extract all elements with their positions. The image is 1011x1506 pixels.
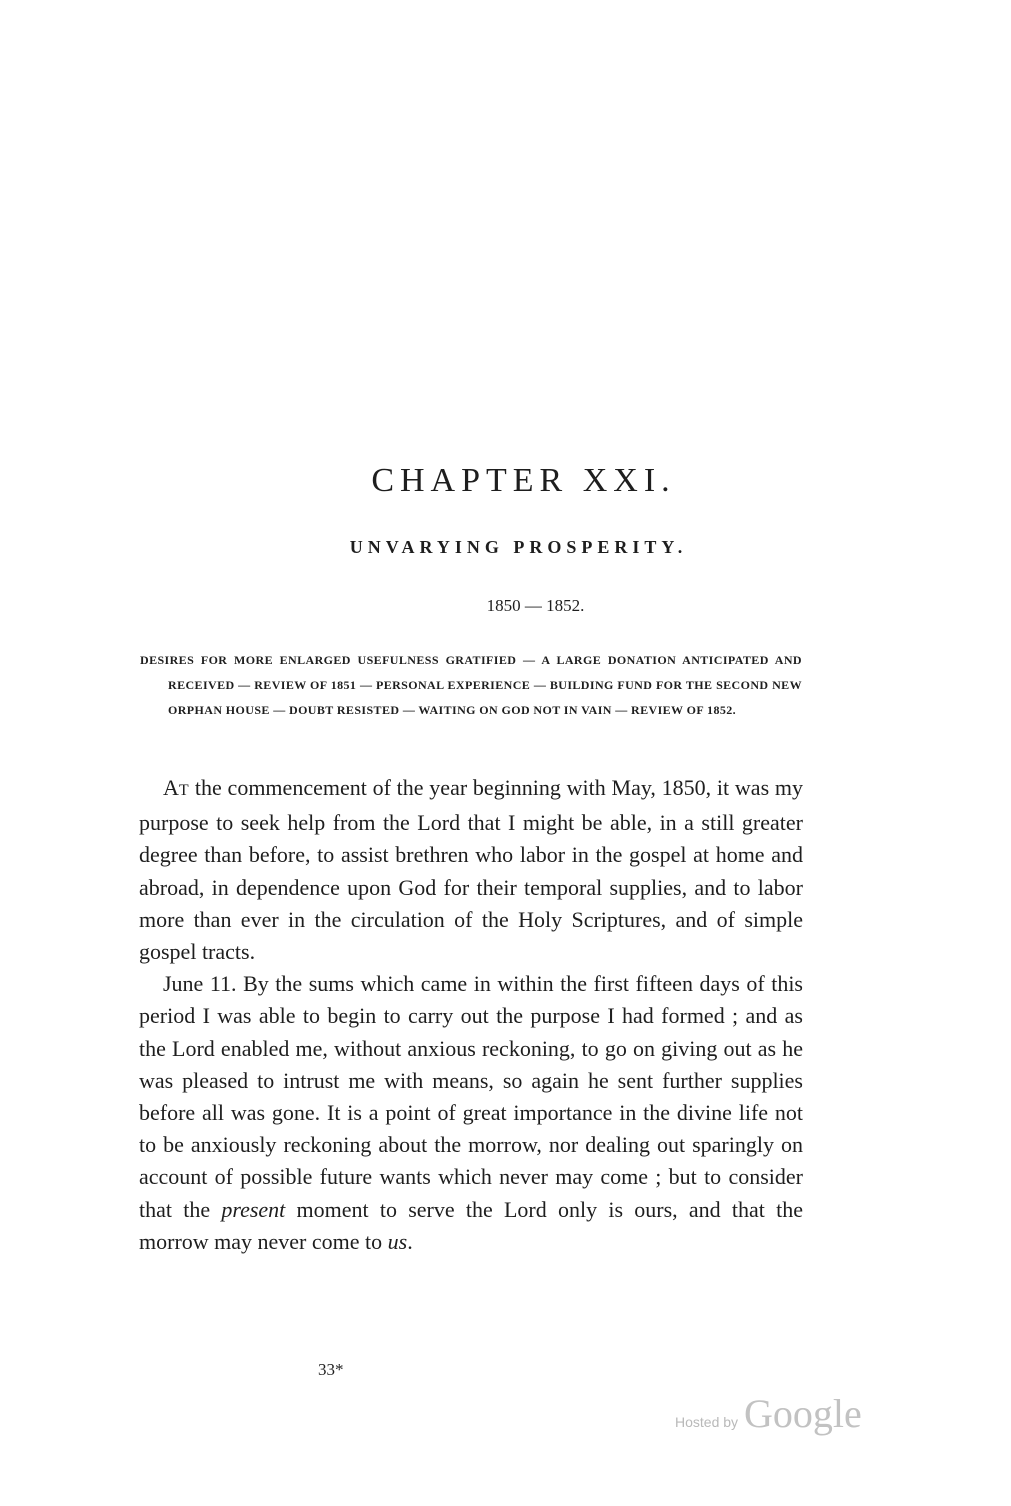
paragraph-1 [139,772,803,968]
body-text [139,772,803,1258]
chapter-title: CHAPTER XXI. [371,462,676,499]
dropcap-t: T [178,782,190,799]
hosted-by-label: Hosted by [675,1414,739,1430]
google-logo: Google [744,1391,862,1436]
paragraph-1-text: the commencement of the year beginning with May, 1850, it was my purpose to seek help from the Lord that I might be able, in a still greater degree than before, to assist brethren who labor in the gospel at home and abroad, in dependence upon God for their temporal supplies, and to labor more than ever in the circulation of the Holy Scriptures, and of simple gospel tracts. [139,775,803,965]
paragraph-2-text-2: moment to serve the Lord only is ours, and that the morrow may never come to [139,1196,803,1254]
paragraph-2-italic-2: us [387,1228,408,1254]
chapter-subtitle: UNVARYING PROSPERITY. [349,537,688,557]
paragraph-2 [139,968,803,1258]
page-number: 33* [318,1360,344,1379]
dropcap-a: A [163,775,179,800]
hosted-by-google-watermark [675,1390,862,1437]
chapter-years: 1850 — 1852. [486,596,585,615]
paragraph-2-text-1: June 11. By the sums which came in within the first fifteen days of this period I was able to begin to carry out the purpose I had formed ; and as the Lord enabled me, without anxious reckoning, to go on giving out as he was pleased to intrust me with means, so again he sent further supplies before all was gone. It is a point of great importance in the divine life not to be anxiously reckoning about the morrow, nor dealing out sparingly on account of possible future wants which never may come ; but to consider that the [139,971,803,1222]
chapter-synopsis: DESIRES FOR MORE ENLARGED USEFULNESS GRATIFIED — A LARGE DONATION ANTICIPATED AND RECEIVED — REVIEW OF 1851 — PERSONAL EXPERIENCE — BUILDING FUND FOR THE SECOND NEW ORPHAN HOUSE — DOUBT RESISTED — WAITING ON GOD NOT IN VAIN — REVIEW OF 1852. [140,653,802,717]
paragraph-2-italic-1: present [221,1196,286,1222]
paragraph-2-end: . [407,1228,413,1254]
